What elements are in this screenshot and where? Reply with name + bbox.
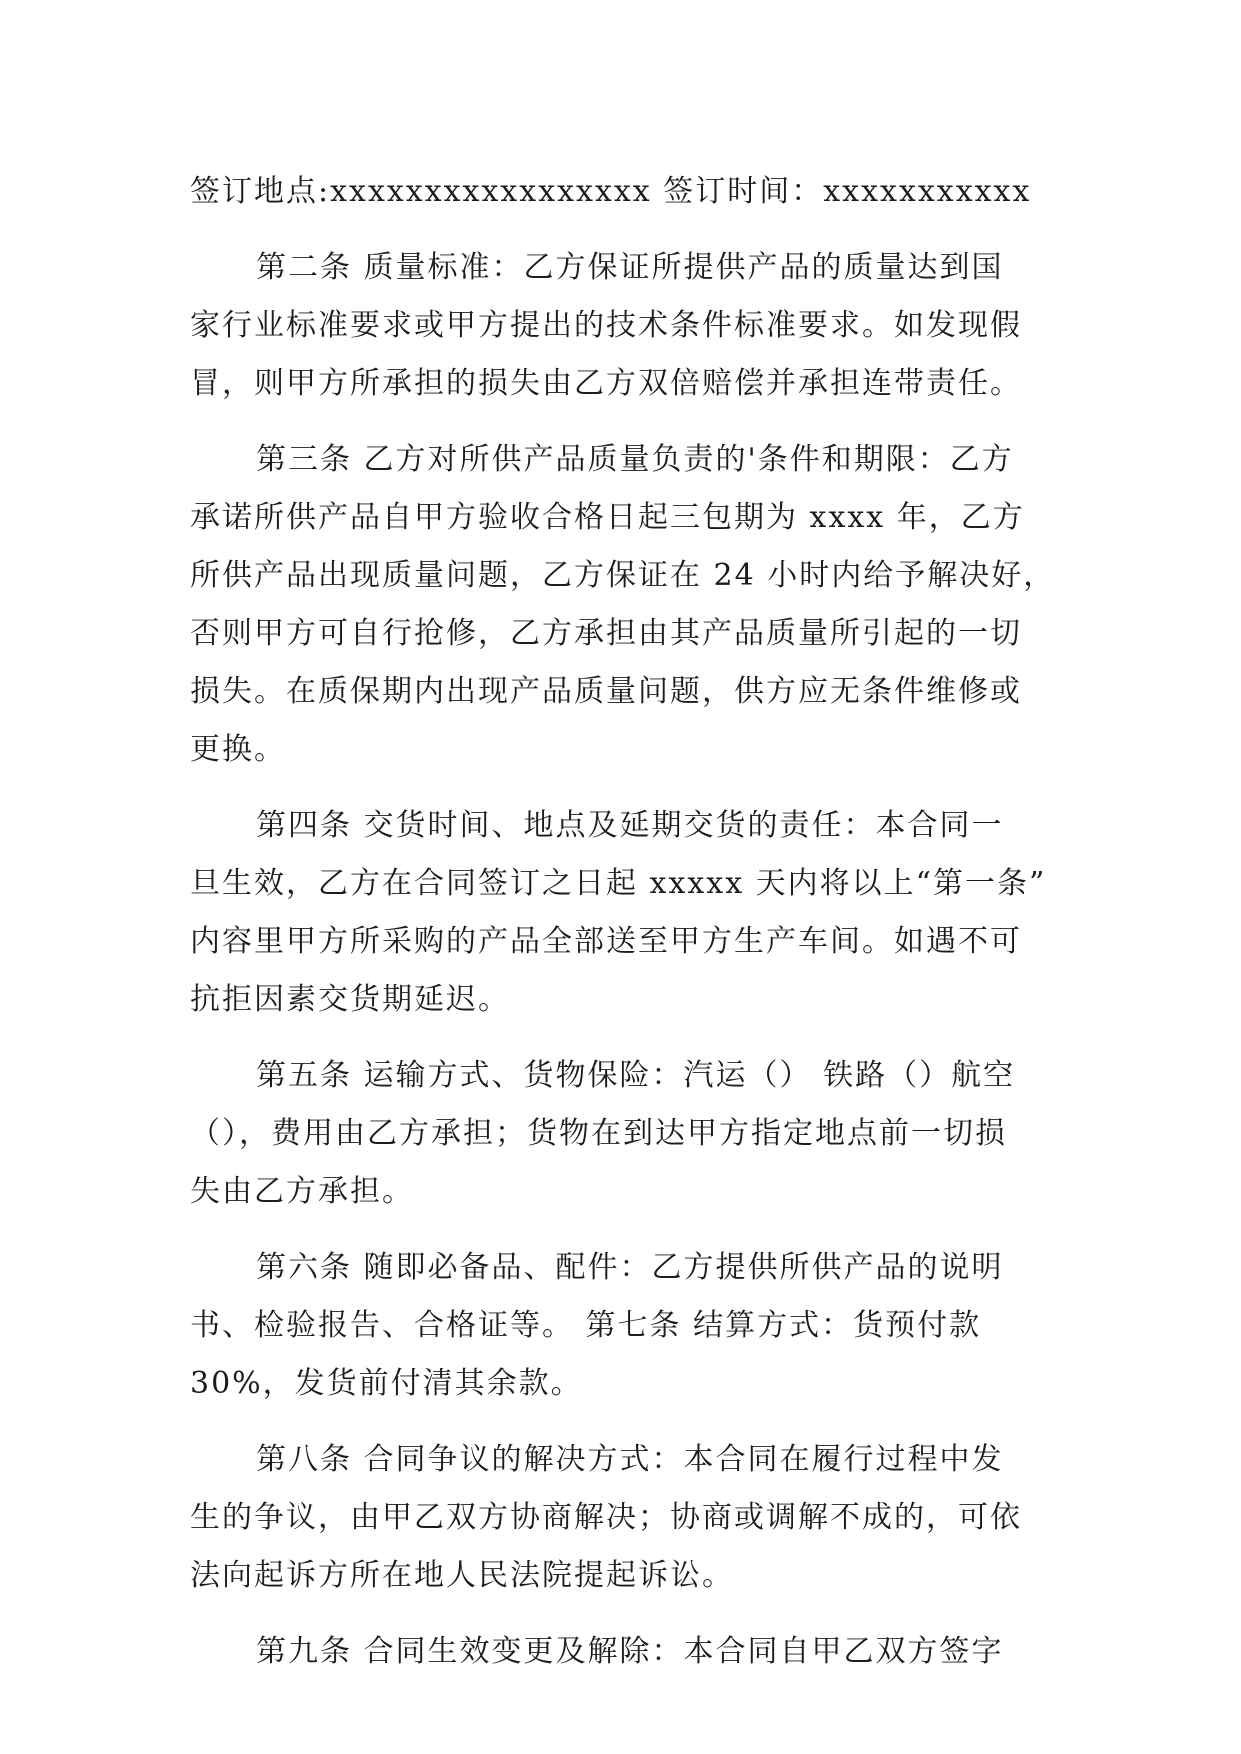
- article-6-line-3: 30%，发货前付清其余款。: [190, 1366, 583, 1401]
- article-8-line-1: 第八条 合同争议的解决方式：本合同在履行过程中发: [256, 1442, 1004, 1477]
- article-2-line-1: 第二条 质量标准：乙方保证所提供产品的质量达到国: [256, 250, 1004, 285]
- article-9-line-1: 第九条 合同生效变更及解除：本合同自甲乙双方签字: [256, 1634, 1004, 1669]
- article-5-line-1: 第五条 运输方式、货物保险：汽运（） 铁路（）航空: [256, 1058, 1016, 1093]
- article-2-line-3: 冒，则甲方所承担的损失由乙方双倍赔偿并承担连带责任。: [190, 366, 1022, 401]
- signing-info-line: 签订地点:xxxxxxxxxxxxxxxxx 签订时间：xxxxxxxxxxx: [190, 174, 1032, 209]
- article-4-line-4: 抗拒因素交货期延迟。: [190, 982, 510, 1017]
- article-5-line-3: 失由乙方承担。: [190, 1174, 414, 1209]
- article-3-line-2: 承诺所供产品自甲方验收合格日起三包期为 xxxx 年，乙方: [190, 500, 1025, 535]
- article-5-line-2: （），费用由乙方承担；货物在到达甲方指定地点前一切损: [190, 1116, 1007, 1151]
- article-8-line-2: 生的争议，由甲乙双方协商解决；协商或调解不成的，可依: [190, 1500, 1022, 1535]
- article-4-line-2: 旦生效，乙方在合同签订之日起 xxxxx 天内将以上“第一条”: [190, 866, 1047, 901]
- article-3-line-3: 所供产品出现质量问题，乙方保证在 24 小时内给予解决好，: [190, 558, 1056, 593]
- article-3-line-4: 否则甲方可自行抢修，乙方承担由其产品质量所引起的一切: [190, 616, 1022, 651]
- article-4-line-1: 第四条 交货时间、地点及延期交货的责任：本合同一: [256, 808, 1004, 843]
- article-6-line-1: 第六条 随即必备品、配件：乙方提供所供产品的说明: [256, 1250, 1004, 1285]
- article-4-line-3: 内容里甲方所采购的产品全部送至甲方生产车间。如遇不可: [190, 924, 1022, 959]
- article-3-line-1: 第三条 乙方对所供产品质量负责的'条件和期限：乙方: [256, 442, 1014, 477]
- article-3-line-5: 损失。在质保期内出现产品质量问题，供方应无条件维修或: [190, 674, 1022, 709]
- article-2-line-2: 家行业标准要求或甲方提出的技术条件标准要求。如发现假: [190, 308, 1022, 343]
- document-body: [190, 163, 1056, 1681]
- article-8-line-3: 法向起诉方所在地人民法院提起诉讼。: [190, 1558, 734, 1593]
- article-6-line-2: 书、检验报告、合格证等。 第七条 结算方式：货预付款: [190, 1308, 982, 1343]
- article-3-line-6: 更换。: [190, 732, 286, 767]
